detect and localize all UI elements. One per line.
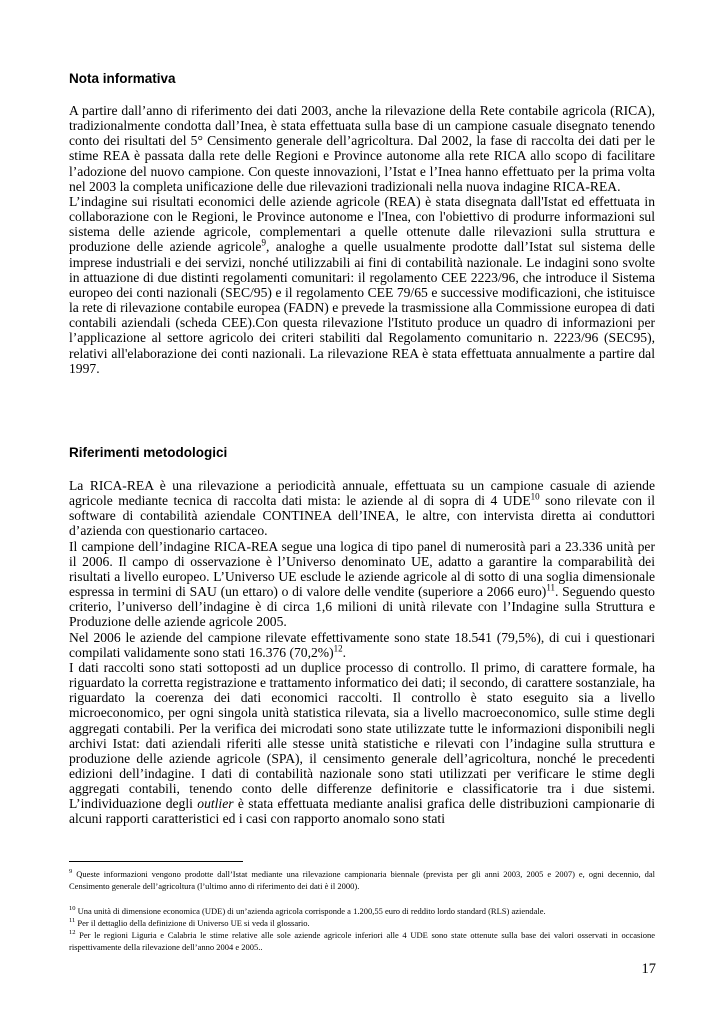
page-number: 17 xyxy=(641,961,656,977)
footnote-ref-12: 12 xyxy=(333,643,343,654)
nota-paragraph xyxy=(69,103,655,376)
nota-paragraph-2: L’indagine sui risultati economici delle aziende agricole (REA) è stata disegnata dall'Istat ed effettuata in collaborazione con le Regioni, le Province autonome e l'Inea, con l'obiettivo di produrre informazioni sul sistema delle aziende agricole, complementari a quelle ottenute dalle rilevazioni sulla struttura e produzione delle aziende agricole$^9$, analoghe a quelle usualmente prodotte dall’Istat sul sistema delle imprese industriali e dei servizi, nonché utilizzabili ai fini di contabilità nazionale. Le indagini sono svolte in attuazione di due distinti regolamenti comunitari: il regolamento CEE 2223/96, che introduce il Sistema europeo dei conti nazionali (SEC/95) e il regolamento CEE 79/65 e successive modificazioni, che istituisce la rete di rilevazione contabile europea (FADN) e prevede la trasmissione alla Commissione europea di dati contabili aziendali (scheda CEE).Con questa rilevazione l'Istituto produce un quadro di informazioni per l’applicazione al settore agricolo dei criteri stabiliti dal Regolamento comunitario n. 2223/96 (SEC95), relativi all'elaborazione dei conti nazionali. La rilevazione REA è stata effettuata annualmente a partire dal 1997. xyxy=(69,193,655,376)
footnote-11: $^{11}$ Per il dettaglio della definizione di Universo UE si veda il glossario. xyxy=(69,917,310,928)
footnote-10: $^{10}$ Una unità di dimensione economica (UDE) di un’azienda agricola corrisponde a 1.200,55 euro di reddito lordo standard (RLS) aziendale. xyxy=(69,905,546,916)
nota-paragraph-1: A partire dall’anno di riferimento dei dati 2003, anche la rilevazione della Rete contabile agricola (RICA), tradizionalmente condotta dall’Inea, è stata effettuata sulla base di un campione casuale disegnato tenendo conto dei risultati del 5° Censimento generale dell’agricoltura. Dal 2002, la fase di raccolta dei dati per le stime REA è passata dalla rete delle Regioni e Province autonome alla rete RICA allo scopo di facilitare l’adozione del nuovo campione. Con queste innovazioni, l’Istat e l’Inea hanno effettuato per la prima volta nel 2003 la completa unificazione delle due rilevazioni tradizionali nella nuova indagine RICA-REA. xyxy=(69,103,655,194)
outlier-term: outlier xyxy=(197,796,234,812)
footnote-ref-11: 11 xyxy=(546,582,555,593)
footnote-9: $^9$ Queste informazioni vengono prodotte dall’Istat mediante una rilevazione campionaria biennale (prevista per gli anni 2003, 2005 e 2007) e, ogni decennio, dal Censimento generale dell’agricoltura (l’ultimo anno di riferimento dei dati è il 2000). xyxy=(69,868,655,891)
riferimenti-paragraph xyxy=(69,478,655,827)
footnote-12: $^{12}$ Per le regioni Liguria e Calabria le stime relative alle sole aziende agricole inferiori alle 4 UDE sono state ottenute sulla base dei valori osservati in occasione rispettivamente della rilevazione dell’anno 2004 e 2005.. xyxy=(69,929,655,952)
heading-riferimenti-metodologici: Riferimenti metodologici xyxy=(69,445,228,460)
footnote-ref-9: 9 xyxy=(261,237,266,248)
riferimenti-paragraph-1: La RICA-REA è una rilevazione a periodicità annuale, effettuata su un campione casuale di aziende agricole mediante tecnica di raccolta dati mista: le aziende al di sopra di 4 UDE$^{10}$ sono rilevate con il software di contabilità aziendale CONTINEA dell’INEA, le altre, con intervista diretta ai conduttori d’azienda con questionario cartaceo. xyxy=(69,478,655,539)
riferimenti-paragraph-3: Nel 2006 le aziende del campione rilevate effettivamente sono state 18.541 (79,5%), di cui i questionari compilati validamente sono stati 16.376 $(70,2\%)^{12}$. xyxy=(69,629,655,660)
footnote-separator xyxy=(69,861,243,862)
footnote-ref-10: 10 xyxy=(530,491,540,502)
riferimenti-paragraph-2: Il campione dell’indagine RICA-REA segue una logica di tipo panel di numerosità pari a 23.336 unità per il 2006. Il campo di osservazione è l’Universo denominato UE, adatto a garantire la comparabilità dei risultati a livello europeo. L’Universo UE esclude le aziende agricole al di sotto di una soglia dimensionale espressa in termini di SAU (un ettaro) o di valore delle vendite (superiore a 2066 euro)$^{11}$. Seguendo questo criterio, l’universo dell’indagine è di circa 1,6 milioni di unità rilevate con l’Indagine sulla Struttura e Produzione delle aziende agricole 2005. xyxy=(69,538,655,630)
heading-nota-informativa: Nota informativa xyxy=(69,71,176,86)
riferimenti-paragraph-4: I dati raccolti sono stati sottoposti ad un duplice processo di controllo. Il primo, di carattere formale, ha riguardato la corretta registrazione e trattamento informatico dei dati; il secondo, di carattere sostanziale, ha riguardato la coerenza dei dati economici raccolti. Il controllo è stato eseguito sia a livello microeconomico, per ogni singola unità statistica rilevata, sia a livello macroeconomico, sulle stime degli aggregati contabili. Per la verifica dei microdati sono state utilizzate tutte le informazioni disponibili negli archivi Istat: dati aziendali riferiti alle stesse unità statistiche e rilevati con l’indagine sulla struttura e produzione delle aziende agricole (SPA), il censimento generale dell’agricoltura, nonché le precedenti edizioni dell’indagine. I dati di contabilità nazionale sono stati utilizzati per verificare le stime degli aggregati contabili, tenendo conto delle differenze definitorie e classificatorie tra i due sistemi. L’individuazione degli outlier è stata effettuata mediante analisi grafica delle distribuzioni campionarie di alcuni rapporti caratteristici ed i casi con rapporto anomalo sono stati xyxy=(69,659,655,827)
